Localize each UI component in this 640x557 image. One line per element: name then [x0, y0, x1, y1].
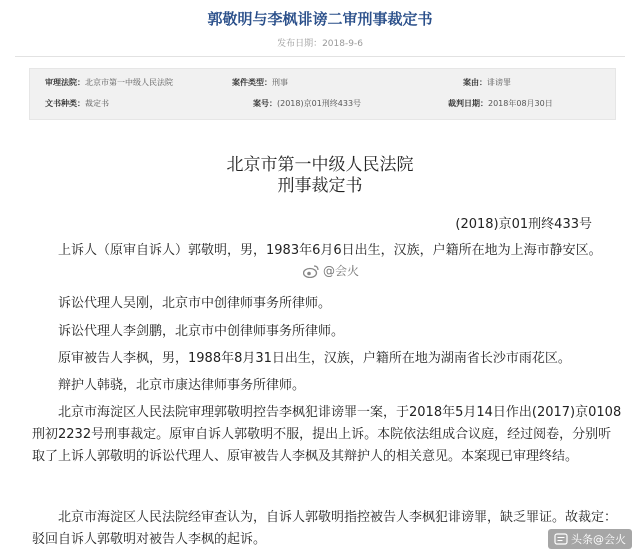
- court-name-heading: 北京市第一中级人民法院: [226, 155, 414, 175]
- document-title: 郭敬明与李枫诽谤二审刑事裁定书: [207, 10, 433, 28]
- paragraph-agent-1: 诉讼代理人吴刚，北京市中创律师事务所律师。: [58, 296, 332, 311]
- paragraph-appellant: 上诉人（原审自诉人）郭敬明，男，1983年6月6日出生，汉族，户籍所在地为上海市静安区。: [58, 243, 602, 258]
- paragraph-ruling: 北京市海淀区人民法院经审查认为，自诉人郭敬明指控被告人李枫犯诽谤罪，缺乏罪证。故裁定：驳回自诉人郭敬明对被告人李枫的起诉。: [32, 510, 618, 547]
- case-type-field: 案件类型：刑事: [232, 78, 288, 87]
- paragraph-defender: 辩护人韩骁，北京市康达律师事务所律师。: [58, 378, 306, 393]
- weibo-icon: [303, 264, 319, 278]
- doc-type-field: 文书种类：裁定书: [45, 99, 109, 108]
- case-number: (2018)京01刑终433号: [455, 217, 592, 232]
- publish-date: 发布日期：2018-9-6: [277, 39, 363, 49]
- doc-type-heading: 刑事裁定书: [277, 176, 363, 196]
- paragraph-agent-2: 诉讼代理人李剑鹏，北京市中创律师事务所律师。: [58, 324, 345, 339]
- paragraph-trial: 北京市海淀区人民法院审理郭敬明控告李枫犯诽谤罪一案，于2018年5月14日作出(2017)京0108刑初2232号刑事裁定。原审自诉人郭敬明不服，提出上诉。本院依法组成合议庭，经过阅卷，分别听取了上诉人郭敬明的诉讼代理人、原审被告人李枫及其辩护人的相关意见。本案现已审理终结。: [32, 405, 622, 464]
- paragraph-defendant: 原审被告人李枫，男，1988年8月31日出生，汉族，户籍所在地为湖南省长沙市雨花区。: [58, 351, 571, 366]
- court-field: 审理法院：北京市第一中级人民法院: [45, 78, 173, 87]
- corner-watermark: 头条@会火: [548, 529, 632, 549]
- cause-field: 案由：诽谤罪: [463, 78, 511, 87]
- divider: [15, 56, 625, 57]
- judgment-date-field: 裁判日期：2018年08月30日: [448, 99, 553, 108]
- case-no-field: 案号：(2018)京01刑终433号: [253, 99, 362, 108]
- case-info-panel: [29, 68, 616, 120]
- weibo-watermark: @会火: [303, 262, 359, 279]
- toutiao-icon: [554, 533, 568, 545]
